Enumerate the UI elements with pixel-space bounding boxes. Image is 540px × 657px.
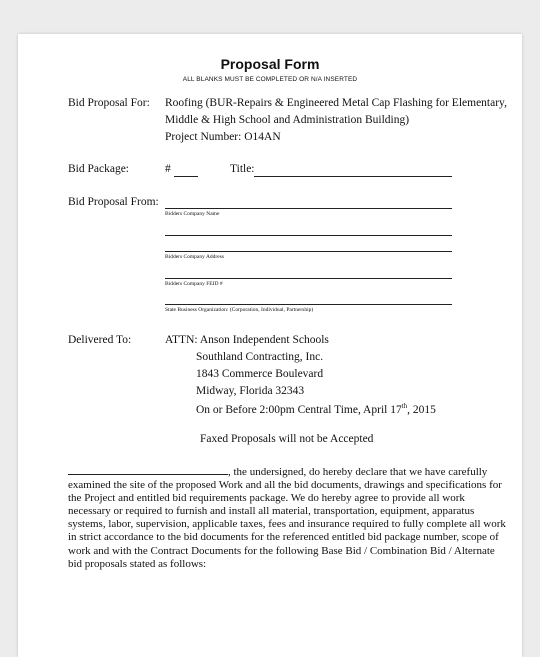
project-number: Project Number: O14AN (165, 131, 281, 143)
delivered-to-label: Delivered To: (68, 334, 132, 346)
declaration-line-7: bid proposals stated as follows: (68, 557, 207, 570)
declaration-first-line (68, 464, 508, 479)
deadline-year: , 2015 (407, 403, 436, 416)
declaration-line-4: systems, labor, supervision, applicable taxes, fees and insurance required to fully complete all work (68, 518, 506, 531)
company-address-caption: Bidders Company Address (165, 254, 224, 260)
project-line-1: Roofing (BUR-Repairs & Engineered Metal Cap Flashing for Elementary, (165, 97, 507, 109)
project-line-2: Middle & High School and Administration Building) (165, 114, 410, 126)
deadline-superscript: th (401, 402, 408, 410)
business-organization-field[interactable] (165, 304, 452, 305)
bid-package-number-field[interactable] (174, 176, 198, 177)
company-name-field[interactable] (165, 208, 452, 209)
declaration-line-6: work and with the Contract Documents for the following Base Bid / Combination Bid / Alternate (68, 544, 495, 557)
bid-proposal-for-label: Bid Proposal For: (68, 97, 150, 109)
delivery-deadline (196, 402, 436, 416)
form-page (18, 34, 522, 657)
bid-proposal-from-label: Bid Proposal From: (68, 196, 159, 208)
bidder-name-field[interactable] (68, 464, 228, 475)
page-subtitle: ALL BLANKS MUST BE COMPLETED OR N/A INSERTED (182, 76, 358, 83)
declaration-paragraph (68, 464, 508, 571)
bid-package-label: Bid Package: (68, 163, 129, 175)
bid-package-title-field[interactable] (254, 176, 452, 177)
delivery-street: 1843 Commerce Boulevard (196, 368, 324, 380)
delivery-attn: ATTN: Anson Independent Schools (165, 334, 329, 346)
declaration-line-1: examined the site of the proposed Work and all the bid documents, drawings and specifications for (68, 479, 502, 492)
declaration-line-2: the Project and entitled bid requirements package. We do hereby agree to provide all work (68, 492, 465, 505)
fax-note: Faxed Proposals will not be Accepted (200, 433, 374, 445)
company-feid-caption: Bidders Company FEID # (165, 281, 223, 287)
bid-package-number-prefix: # (165, 163, 171, 175)
company-feid-field[interactable] (165, 278, 452, 279)
company-name-caption: Bidders Company Name (165, 211, 220, 217)
declaration-line-0: , the undersigned, do hereby declare that we have carefully (228, 466, 488, 478)
declaration-line-3: necessary or required to furnish and install all material, transportation, equipment, apparatus (68, 505, 475, 518)
page-title: Proposal Form (220, 56, 320, 72)
company-name-field-2[interactable] (165, 235, 452, 236)
deadline-text: On or Before 2:00pm Central Time, April 17 (196, 403, 402, 416)
delivery-company: Southland Contracting, Inc. (196, 351, 324, 363)
business-organization-caption: State Business Organization: (Corporation, Individual, Partnership) (165, 307, 314, 313)
bid-package-title-label: Title: (230, 163, 255, 175)
declaration-line-5: in strict accordance to the bid documents for the referenced entitled bid package number, scope of (68, 531, 499, 544)
delivery-city: Midway, Florida 32343 (196, 385, 305, 397)
company-address-field[interactable] (165, 251, 452, 252)
